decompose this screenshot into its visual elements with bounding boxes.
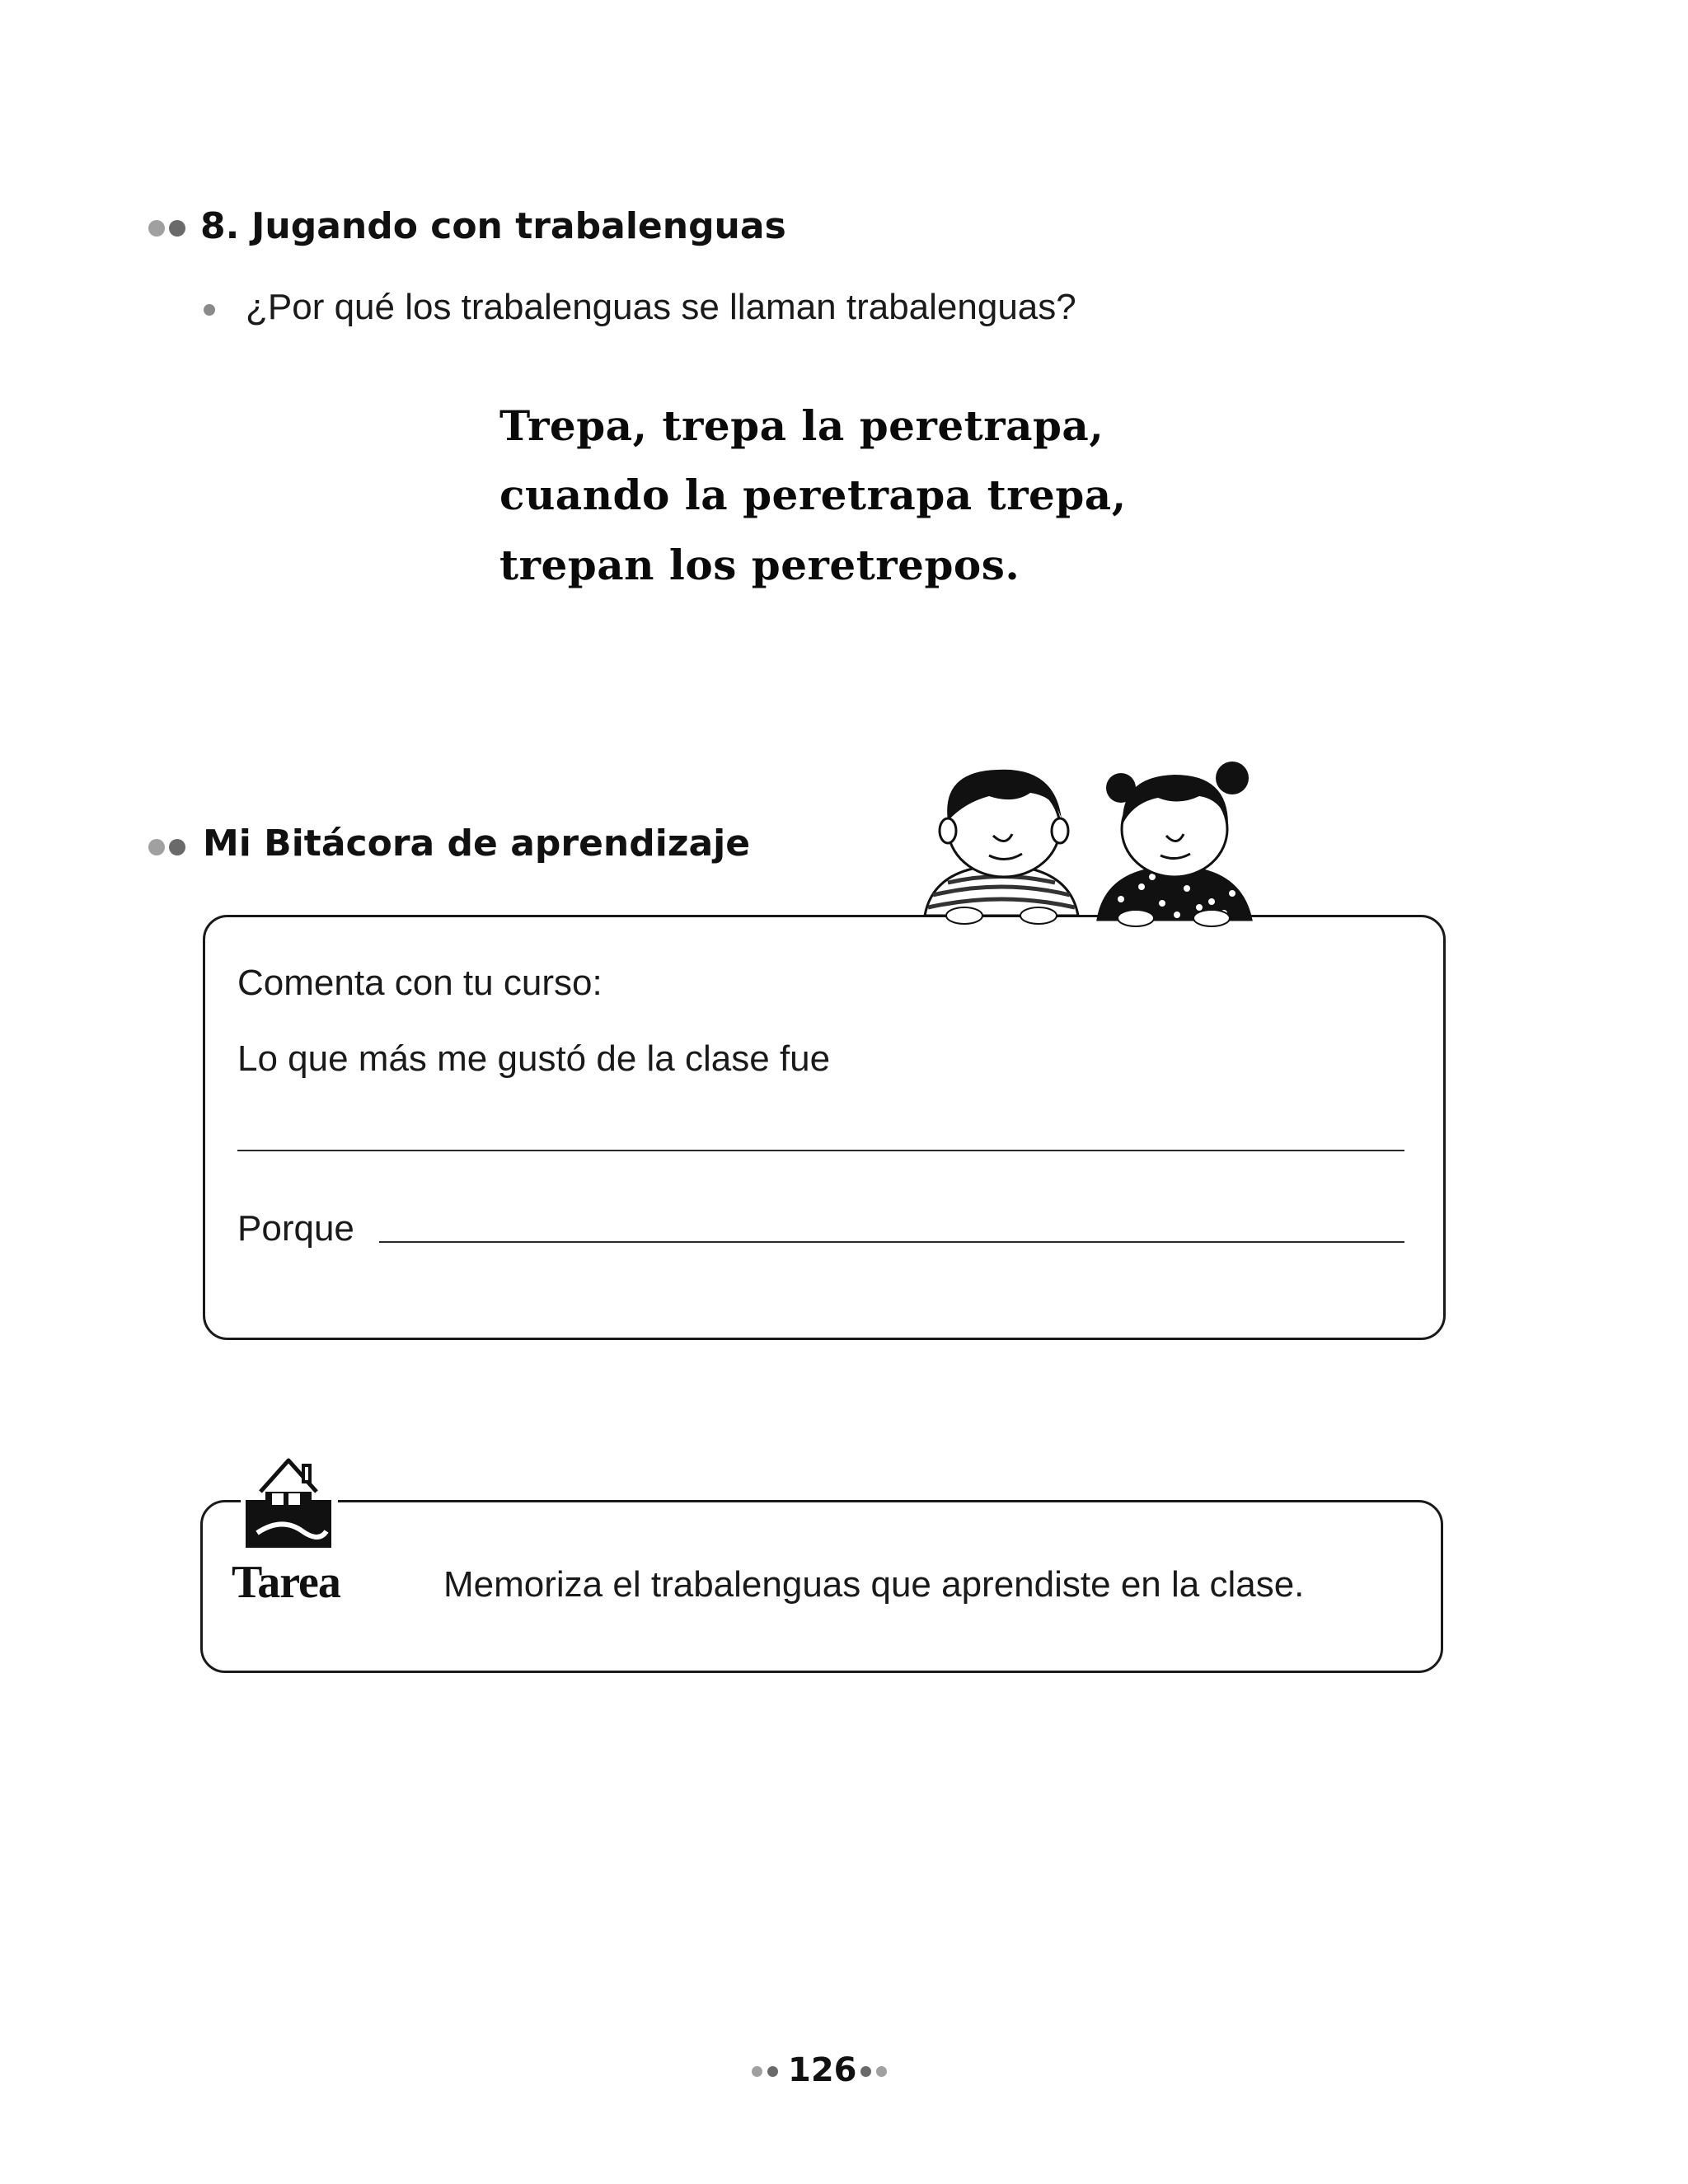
tarea-text: Memoriza el trabalenguas que aprendiste en la clase. [443,1564,1305,1605]
question-text: ¿Por qué los trabalenguas se llaman trabalenguas? [246,287,1076,327]
house-icon [241,1451,338,1549]
page-dot [767,2066,778,2077]
bullet-dot-dark [169,220,185,237]
bitacora-because-label: Porque [237,1208,354,1249]
poem-line-2: cuando la peretrapa trepa, [499,471,1127,519]
because-answer-line[interactable] [379,1241,1404,1243]
bullet-dot-light [148,839,165,855]
page-number: 126 [788,2051,857,2089]
section-number: 8. [200,205,240,247]
poem-line-1: Trepa, trepa la peretrapa, [499,401,1104,450]
page-dot [752,2066,762,2077]
section-title: Jugando con trabalenguas [251,205,786,247]
bullet-dot-dark [169,839,185,855]
poem-line-3: trepan los peretrepos. [499,541,1020,589]
page-dot [860,2066,871,2077]
liked-answer-line[interactable] [237,1150,1404,1151]
tarea-label: Tarea [232,1557,340,1608]
page-dot [876,2066,887,2077]
bitacora-liked-label: Lo que más me gustó de la clase fue [237,1038,831,1079]
children-illustration [915,738,1261,944]
bitacora-prompt: Comenta con tu curso: [237,963,603,1003]
bitacora-title: Mi Bitácora de aprendizaje [203,823,751,865]
question-bullet [204,304,215,316]
bullet-dot-light [148,220,165,237]
